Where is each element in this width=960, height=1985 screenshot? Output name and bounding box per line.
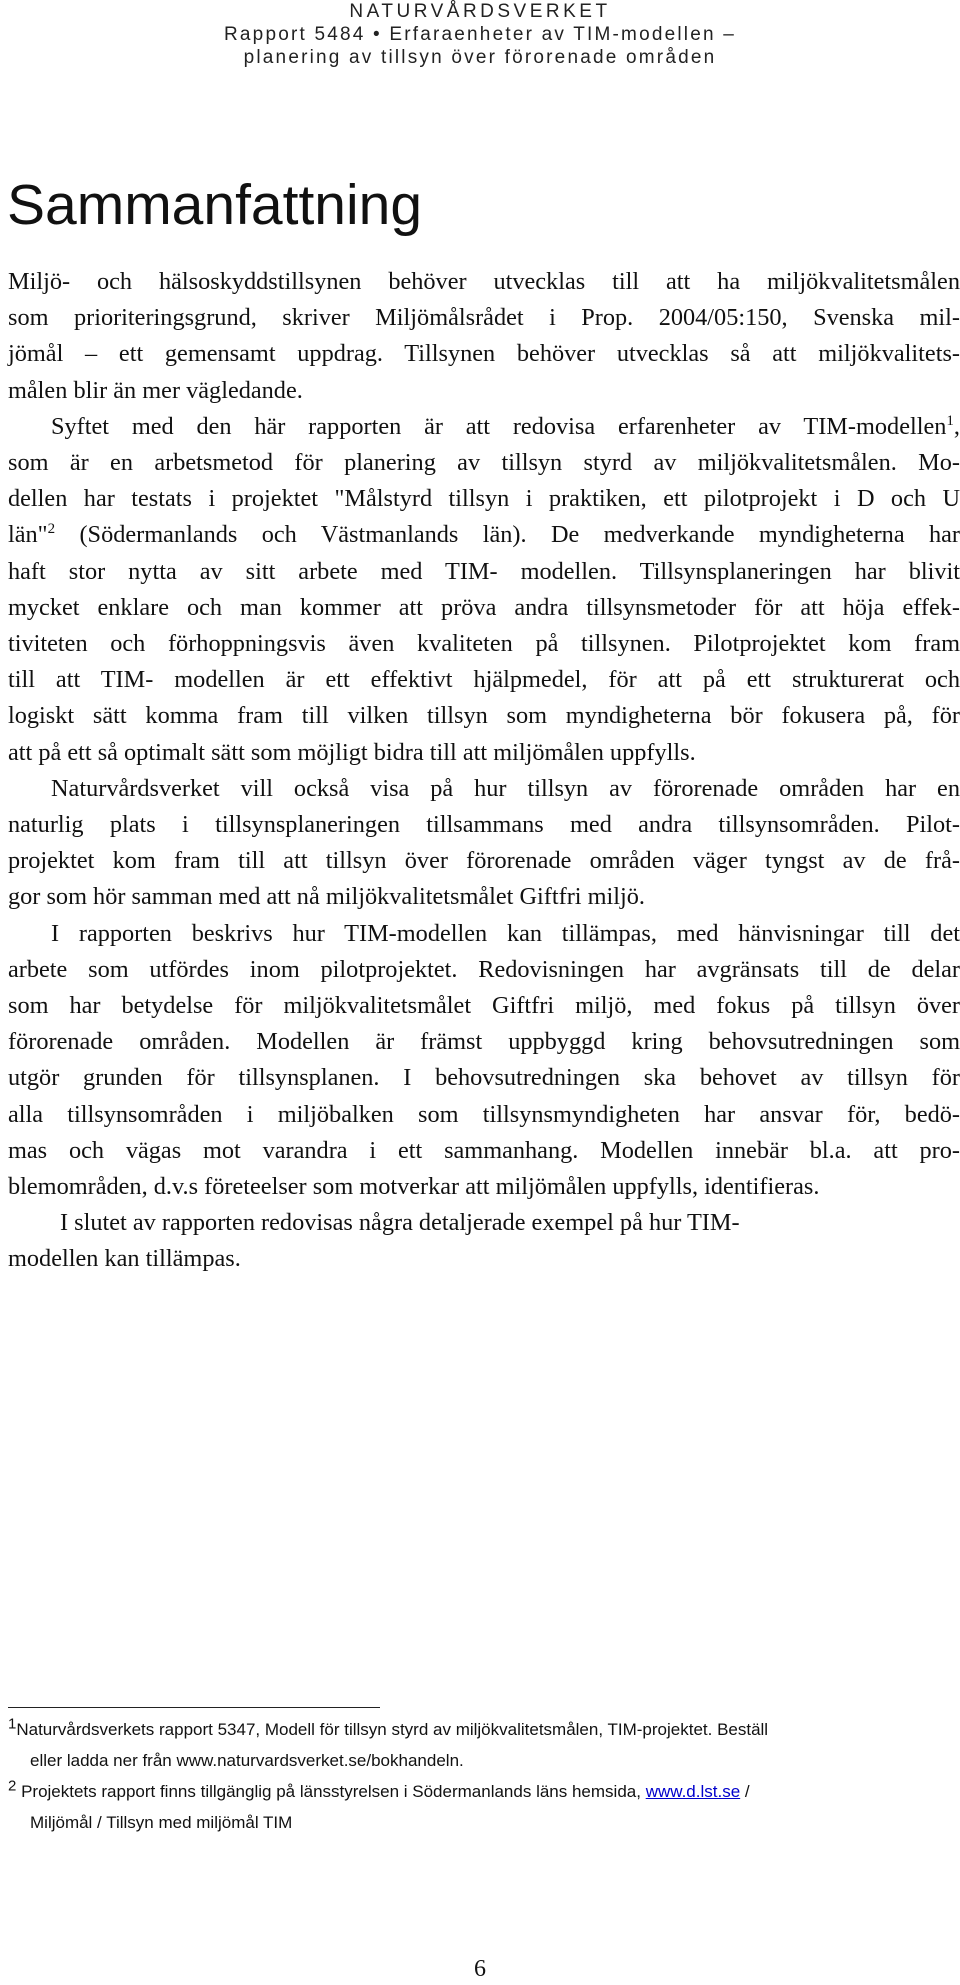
text-segment: Naturvårdsverkets rapport 5347, Modell för tillsyn styrd av miljökvalitetsmålen, TIM-projektet. Beställ [16,1720,769,1739]
text-line: Miljö- och hälsoskyddstillsynen behöver utvecklas till att ha miljökvalitetsmålen [8,268,960,295]
footnote-1-line-2: eller ladda ner från www.naturvardsverket.se/bokhandeln. [30,1751,464,1770]
footnote-2-mark: 2 [8,1777,17,1795]
paragraph-4 [8,916,960,1206]
text-line: modellen kan tillämpas. [8,1245,241,1273]
text-line: som har betydelse för miljökvalitetsmålet Giftfri miljö, med fokus på tillsyn över [8,992,960,1020]
header-org: NATURVÅRDSVERKET [349,1,611,22]
text-line: alla tillsynsområden i miljöbalken som tillsynsmyndigheten har ansvar för, bedö- [8,1100,960,1128]
footnote-2-line-1 [8,1776,948,1807]
text-line: Naturvårdsverket vill också visa på hur tillsyn av förorenade områden har en [51,774,960,802]
footnote-divider [8,1707,380,1708]
text-line: dellen har testats i projektet "Målstyrd tillsyn i praktiken, ett pilotprojekt i D och U [8,485,960,513]
text-line: tiviteten och förhoppningsvis även kvaliteten på tillsynen. Pilotprojektet kom fram [8,630,960,658]
text-line: som prioriteringsgrund, skriver Miljömålsrådet i Prop. 2004/05:150, Svenska mil- [8,304,960,332]
text-segment: Projektets rapport finns tillgänglig på länsstyrelsen i Södermanlands läns hemsida, [16,1782,646,1801]
paragraph-3 [8,771,960,916]
text-segment: (Södermanlands och Västmanlands län). De medverkande myndigheterna har [55,521,960,549]
text-segment: län" [8,521,48,549]
text-line: utgör grunden för tillsynsplanen. I behovsutredningen ska behovet av tillsyn för [8,1064,960,1092]
paragraph-1 [8,264,960,409]
footnote-ref-1: 1 [946,412,954,429]
text-line: arbete som utfördes inom pilotprojektet. Redovisningen har avgränsats till de delar [8,955,960,983]
footnote-2-line-2: Miljömål / Tillsyn med miljömål TIM [30,1813,293,1832]
text-line: mycket enklare och man kommer att pröva andra tillsynsmetoder för att höja effek- [8,593,960,621]
text-segment: / [740,1782,750,1801]
page-header [0,0,960,69]
page-title: Sammanfattning [7,173,423,237]
text-line: att på ett så optimalt sätt som möjligt bidra till att miljömålen uppfylls. [8,738,696,766]
text-line [8,517,960,553]
lst-website-link[interactable]: www.d.lst.se [645,1782,741,1801]
text-line: mas och vägas mot varandra i ett sammanhang. Modellen innebär bl.a. att pro- [8,1136,960,1164]
text-line: blemområden, d.v.s företeelser som motverkar att miljömålen uppfylls, identifieras. [8,1173,820,1201]
text-line [8,409,960,445]
header-report-line-2: planering av tillsyn över förorenade områden [243,47,717,68]
text-line: målen blir än mer vägledande. [8,376,303,404]
text-line: projektet kom fram till att tillsyn över förorenade områden väger tyngst av de frå- [8,847,960,875]
paragraph-5 [8,1205,960,1277]
text-segment: Syftet med den här rapporten är att redovisa erfarenheter av TIM-modellen [51,412,947,440]
page-number: 6 [474,1956,486,1982]
footnote-1-mark: 1 [8,1715,17,1733]
text-line: haft stor nytta av sitt arbete med TIM- modellen. Tillsynsplaneringen har blivit [8,557,960,585]
paragraph-2 [8,409,960,771]
body-text [8,264,960,1278]
text-segment: , [953,412,960,440]
footnote-2 [8,1776,948,1838]
text-line: logiskt sätt komma fram till vilken tillsyn som myndigheterna bör fokusera på, för [8,702,960,730]
text-line: I rapporten beskrivs hur TIM-modellen kan tillämpas, med hänvisningar till det [51,919,960,947]
text-line: som är en arbetsmetod för planering av tillsyn styrd av miljökvalitetsmålen. Mo- [8,449,960,477]
header-report-line-1: Rapport 5484 • Erfaraenheter av TIM-modellen – [223,24,736,45]
text-line: jömål – ett gemensamt uppdrag. Tillsynen behöver utvecklas så att miljökvalitets- [8,340,960,368]
text-line: gor som hör samman med att nå miljökvalitetsmålet Giftfri miljö. [8,883,645,911]
footnote-1 [8,1714,948,1776]
footnote-1-line-1 [8,1714,948,1745]
footnote-ref-2: 2 [47,521,56,538]
text-line: I slutet av rapporten redovisas några detaljerade exempel på hur TIM- [60,1209,740,1237]
text-line: förorenade områden. Modellen är främst uppbyggd kring behovsutredningen som [8,1028,960,1056]
text-line: naturlig plats i tillsynsplaneringen tillsammans med andra tillsynsområden. Pilot- [8,811,960,839]
text-line: till att TIM- modellen är ett effektivt hjälpmedel, för att på ett strukturerat och [8,666,960,694]
